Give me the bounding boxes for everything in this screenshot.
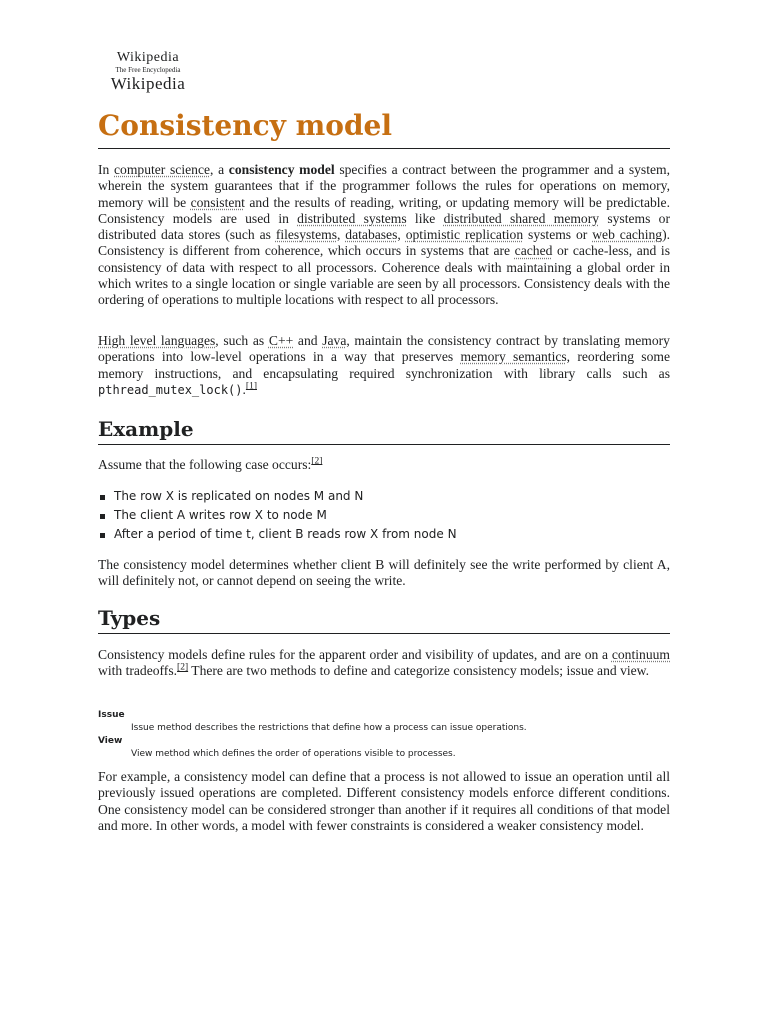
inline-code: pthread_mutex_lock(): [98, 382, 243, 397]
link-distributed-shared-memory[interactable]: distributed shared memory: [443, 210, 600, 226]
definition-term: Issue: [98, 710, 125, 720]
link-optimistic-replication[interactable]: optimistic replication: [405, 227, 524, 243]
link-continuum[interactable]: continuum: [611, 647, 670, 662]
definition-list: [98, 709, 670, 761]
link-databases[interactable]: databases: [345, 227, 398, 243]
intro-paragraph: [98, 162, 670, 309]
definition-term: View: [98, 736, 123, 746]
list-item: The client A writes row X to node M: [98, 506, 670, 525]
text: ,: [336, 227, 346, 243]
link-web-caching[interactable]: web caching: [592, 227, 663, 243]
logo-wordmark-large: Wikipedia: [110, 74, 186, 93]
text: There are two methods to define and categorize consistency models; issue and view.: [188, 663, 650, 679]
text: systems or distributed data stores (such as: [98, 210, 670, 243]
logo-wordmark-small: Wikipedia: [116, 50, 180, 65]
types-paragraph-2: [98, 769, 670, 834]
link-distributed-systems[interactable]: distributed systems: [297, 210, 407, 226]
list-item: The row X is replicated on nodes M and N: [98, 487, 670, 506]
bold-term: consistency model: [228, 162, 335, 177]
link-filesystems[interactable]: filesystems: [275, 227, 337, 243]
text: , such as: [215, 333, 269, 348]
text: Consistency models define rules for the apparent order and visibility of updates, and are on a: [98, 647, 612, 662]
reference-link[interactable]: [2]: [177, 662, 189, 673]
text: .: [242, 381, 246, 397]
reference-link[interactable]: [1]: [245, 381, 257, 392]
heading-example: Example: [98, 416, 670, 445]
text: with tradeoffs.: [98, 663, 178, 679]
link-memory-semantics[interactable]: memory semantics: [460, 349, 567, 365]
text: The consistency model determines whether client B will definitely see the write performed by client A, will definitely not, or cannot depend on seeing the write.: [98, 557, 670, 589]
wikipedia-logo[interactable]: [98, 50, 198, 94]
logo-tagline: The Free Encyclopedia: [115, 66, 181, 74]
link-java[interactable]: Java: [322, 333, 347, 348]
definition-description: View method which defines the order of operations visible to processes.: [131, 749, 456, 759]
text: , reordering some memory instructions, and encapsulating required synchronization with library calls such as: [98, 349, 670, 381]
languages-paragraph: [98, 333, 670, 398]
text: ,: [397, 227, 406, 243]
text: and: [293, 333, 323, 348]
text: In: [98, 162, 114, 177]
example-paragraph: [98, 557, 670, 590]
text: ). Consistency is different from coherence, which occurs in systems that are: [98, 227, 670, 259]
text: Assume that the following case occurs:: [98, 457, 312, 472]
link-high-level-languages[interactable]: High level languages: [98, 333, 216, 348]
example-list: [98, 487, 670, 544]
text: , maintain the consistency contract by translating memory operations into low-level operations in a way that preserves: [98, 333, 670, 365]
list-item: After a period of time t, client B reads row X from node N: [98, 525, 670, 544]
text: and the results of reading, writing, or updating memory will be predictable. Consistency models are used in: [98, 194, 670, 226]
text: specifies a contract between the programmer and a system, wherein the system guarantees that if the programmer follows the rules for operations on memory, memory will be: [98, 162, 670, 210]
example-lead: [98, 457, 670, 473]
text: like: [406, 210, 444, 226]
link-cached[interactable]: cached: [514, 243, 553, 259]
heading-types: Types: [98, 605, 670, 634]
reference-link[interactable]: [2]: [311, 456, 323, 467]
link-computer-science[interactable]: computer science: [114, 162, 211, 177]
text: or cache-less, and is consistency of data with respect to all processors. Coherence deals with maintaining a global order in which writes to a single location or single variable are seen by all processors. Consistency deals with the ordering of operations to multiple locations with respect to all processors.: [98, 243, 670, 308]
definition-description: Issue method describes the restrictions that define how a process can issue operations.: [131, 723, 527, 733]
types-paragraph: [98, 647, 670, 680]
text: , a: [210, 162, 229, 177]
text: For example, a consistency model can define that a process is not allowed to issue an operation until all previously issued operations are completed. Different consistency models enforce different conditions. One consistency model can be considered stronger than another if it requires all conditions of that model and more. In other words, a model with fewer constraints is considered a weaker consistency model.: [98, 769, 670, 833]
link-consistent[interactable]: consistent: [190, 194, 245, 210]
link-cpp[interactable]: C++: [268, 333, 294, 348]
page-title: Consistency model: [98, 106, 670, 149]
text: systems or: [523, 227, 593, 243]
